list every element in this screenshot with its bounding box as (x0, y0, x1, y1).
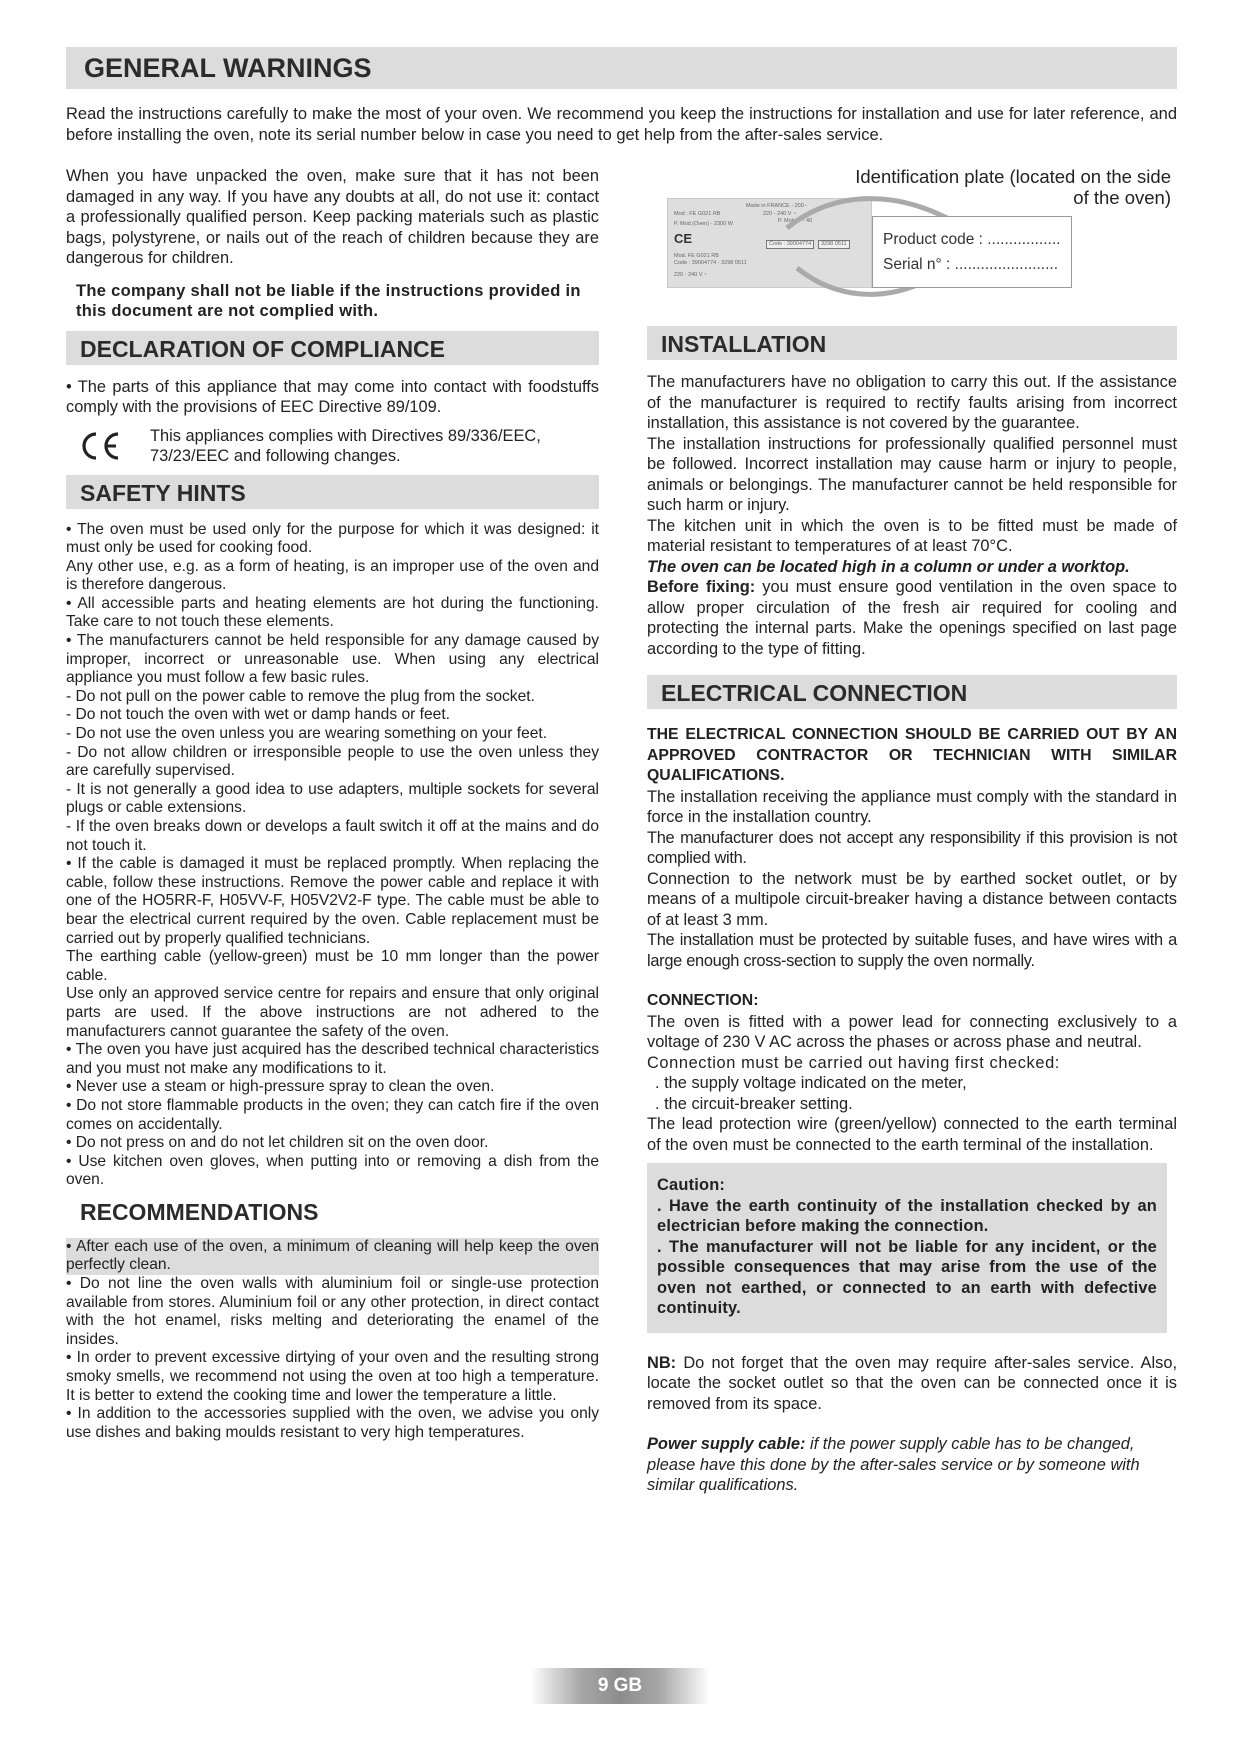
plate-text: 220 - 240 V ~ (674, 272, 708, 278)
plate-text: Mod. FE G021 RB (674, 253, 719, 259)
recommendation-item: • Do not line the oven walls with aluminium foil or single-use protection available from stores. Aluminium foil or any other protection, in direct contact with the hot enamel, risks melting and deteriorating the enamel of the insides. (66, 1275, 599, 1348)
recommendations-title: RECOMMENDATIONS (80, 1198, 319, 1225)
electrical-paragraph: The installation receiving the appliance must comply with the standard in force in the installation country. (647, 787, 1177, 826)
safety-item: • Never use a steam or high-pressure spray to clean the oven. (66, 1078, 495, 1096)
plate-ce-mark: CE (674, 231, 693, 246)
electrical-title: ELECTRICAL CONNECTION (661, 680, 968, 706)
power-cable-text: if the power supply cable has to be changed, please have this done by the after-sales service or by someone with similar qualifications. (647, 1435, 1140, 1494)
intro-paragraph: Read the instructions carefully to make the most of your oven. We recommend you keep the instructions for installation and use for later reference, and before installing the oven, note its serial number below in case you need to get help from the after-sales service. (66, 105, 1177, 144)
safety-item: - Do not use the oven unless you are wearing something on your feet. (66, 725, 548, 743)
installation-paragraph: The installation instructions for professionally qualified personnel must be followed. Incorrect installation may cause harm or injury to people, animals or belongings. The manufacturer cannot be held responsible for such harm or injury. (647, 434, 1177, 514)
safety-item: Use only an approved service centre for repairs and ensure that only original parts are used. If the above instructions are not adhered to the manufacturers cannot guarantee the safety of the oven. (66, 985, 599, 1040)
safety-item: - It is not generally a good idea to use adapters, multiple sockets for several plugs or cable extensions. (66, 780, 599, 817)
caution-box (647, 1163, 1167, 1333)
right-column (647, 166, 1177, 1496)
page-number-badge (530, 1668, 710, 1704)
safety-item: • The oven must be used only for the purpose for which it was designed: it must only be used for cooking food. (66, 520, 599, 557)
plate-text: P. Moteur - 40 (778, 218, 813, 224)
nb-paragraph (647, 1353, 1177, 1415)
safety-item: • The manufacturers cannot be held responsible for any damage caused by improper, incorrect or unreasonable use. When using any electrical appliance you must follow a few basic rules. (66, 632, 599, 687)
electrical-paragraph: The manufacturer does not accept any responsibility if this provision is not complied with. (647, 828, 1177, 867)
recommendations-header (66, 1194, 599, 1228)
connection-title: CONNECTION: (647, 992, 759, 1009)
connection-check-item: . the circuit-breaker setting. (655, 1094, 853, 1113)
connection-paragraph: Connection must be carried out having first checked: (647, 1053, 1060, 1072)
safety-header (66, 475, 599, 509)
recommendation-item: • After each use of the oven, a minimum of cleaning will help keep the oven perfectly clean. (66, 1237, 599, 1274)
connection-paragraph: The oven is fitted with a power lead for connecting exclusively to a voltage of 230 V AC across the phases or across phase and neutral. (647, 1012, 1177, 1051)
page-title-bar (66, 47, 1177, 89)
connection-check-item: . the supply voltage indicated on the meter, (655, 1074, 967, 1092)
installation-title: INSTALLATION (661, 331, 827, 357)
installation-location-note: The oven can be located high in a column or under a worktop. (647, 557, 1130, 576)
safety-list (66, 521, 599, 1190)
installation-header (647, 326, 1177, 360)
recommendations-list (66, 1238, 599, 1443)
plate-code: 3298 0511 (818, 240, 850, 249)
nb-label: NB: (647, 1353, 677, 1372)
plate-code: Code : 39004774 (766, 240, 814, 249)
unpack-paragraph: When you have unpacked the oven, make sure that it has not been damaged in any way. If you have any doubts at all, do not use it: contact a professionally qualified person. Keep packing materials such as plastic bags, polystyrene, or nails out of the reach of children because they are dangerous for children. (66, 167, 599, 267)
electrical-body (647, 725, 1177, 1496)
electrical-warning: THE ELECTRICAL CONNECTION SHOULD BE CARRIED OUT BY AN APPROVED CONTRACTOR OR TECHNICIAN WITH SIMILAR QUALIFICATIONS. (647, 726, 1177, 784)
plate-text: Mod : FE G021 RB (674, 211, 721, 217)
safety-item: • Use kitchen oven gloves, when putting into or removing a dish from the oven. (66, 1152, 599, 1189)
electrical-paragraph: The installation must be protected by suitable fuses, and have wires with a large enough cross-section to supply the oven normally. (647, 931, 1177, 970)
plate-text: Made in FRANCE - 200 - (746, 203, 808, 209)
ce-compliance-row (66, 426, 599, 467)
safety-item: - Do not pull on the power cable to remove the plug from the socket. (66, 687, 535, 705)
identification-plate-area (647, 166, 1177, 326)
declaration-paragraph: • The parts of this appliance that may come into contact with foodstuffs comply with the provisions of EEC Directive 89/109. (66, 377, 599, 416)
plate-text: 220 - 240 V ~ (763, 211, 797, 217)
installation-paragraph: The manufacturers have no obligation to carry this out. If the assistance of the manufacturer is required to rectify faults arising from incorrect installation, this assistance is not covered by the guarantee. (647, 373, 1177, 432)
caution-item: . The manufacturer will not be liable for any incident, or the possible consequences that may arise from the use of the oven not earthed, or connected to an earth with defective continuity. (657, 1237, 1157, 1317)
recommendation-item: • In order to prevent excessive dirtying of your oven and the resulting strong smoky smells, we recommend not using the oven at too high a temperature. It is better to extend the cooking time and lower the temperature a little. (66, 1349, 599, 1404)
plate-text: P. Mod.(Oven) - 2300 W (674, 221, 733, 227)
connection-paragraph: The lead protection wire (green/yellow) connected to the earth terminal of the oven must be connected to the earth terminal of the installation. (647, 1115, 1177, 1154)
safety-item: • The oven you have just acquired has the described technical characteristics and you must not make any modifications to it. (66, 1041, 599, 1077)
safety-item: - If the oven breaks down or develops a fault switch it off at the mains and do not touch it. (66, 818, 599, 854)
declaration-header (66, 331, 599, 365)
before-fixing-label: Before fixing: (647, 578, 756, 596)
power-cable-label: Power supply cable: (647, 1435, 806, 1453)
safety-item: - Do not touch the oven with wet or damp hands or feet. (66, 706, 450, 724)
installation-body (647, 372, 1177, 659)
before-fixing-text: you must ensure good ventilation in the oven space to allow proper circulation of the fresh air required for cooling and protecting the internal parts. Make the openings specified on last page according to the type of fitting. (647, 578, 1177, 658)
left-column (66, 166, 599, 1442)
installation-paragraph: The kitchen unit in which the oven is to be fitted must be made of material resistant to temperatures of at least 70°C. (647, 516, 1177, 555)
serial-number-field: Serial n° : ........................ (883, 256, 1059, 273)
identification-caption: Identification plate (located on the side of the oven) (855, 166, 1171, 208)
ce-mark-icon (66, 426, 136, 466)
safety-title: SAFETY HINTS (80, 479, 246, 506)
identification-fields-box (872, 216, 1072, 288)
installation-paragraph (647, 577, 1177, 659)
caution-item: . Have the earth continuity of the installation checked by an electrician before making the connection. (657, 1196, 1157, 1235)
power-cable-paragraph (647, 1434, 1177, 1496)
page-number: 9 GB (597, 1675, 643, 1696)
safety-item: • All accessible parts and heating elements are hot during the functioning. Take care to not touch these elements. (66, 594, 599, 631)
safety-item: • Do not press on and do not let children sit on the oven door. (66, 1134, 489, 1152)
safety-item: Any other use, e.g. as a form of heating, is an improper use of the oven and is therefore dangerous. (66, 557, 599, 594)
caution-title: Caution: (657, 1176, 726, 1194)
safety-item: The earthing cable (yellow-green) must be 10 mm longer than the power cable. (66, 948, 599, 984)
electrical-paragraph: Connection to the network must be by earthed socket outlet, or by means of a multipole circuit-breaker having a distance between contacts of at least 3 mm. (647, 869, 1177, 929)
declaration-title: DECLARATION OF COMPLIANCE (80, 335, 446, 362)
nb-text: Do not forget that the oven may require after-sales service. Also, locate the socket outlet so that the oven can be connected once it is removed from its space. (647, 1353, 1177, 1413)
safety-item: • If the cable is damaged it must be replaced promptly. When replacing the cable, follow these instructions. Remove the power cable and replace it with one of the HO5RR-F, H05VV-F, H05V2V2-F type. The cable must be able to bear the electrical current required by the oven. Cable replacement must be carried out by properly qualified technicians. (66, 855, 599, 947)
safety-item: • Do not store flammable products in the oven; they can catch fire if the oven comes on accidentally. (66, 1096, 599, 1133)
electrical-header (647, 675, 1177, 709)
product-code-field: Product code : ................. (883, 231, 1061, 248)
plate-text: Code : 39004774 - 3298 0511 (674, 260, 747, 266)
liability-notice: The company shall not be liable if the instructions provided in this document are not complied with. (76, 281, 581, 320)
recommendation-item: • In addition to the accessories supplied with the oven, we advise you only use dishes and baking moulds resistant to very high temperatures. (66, 1405, 599, 1441)
safety-item: - Do not allow children or irresponsible people to use the oven unless they are carefully supervised. (66, 743, 599, 780)
directive-paragraph: This appliances complies with Directives 89/336/EEC, 73/23/EEC and following changes. (150, 426, 541, 465)
page-title: GENERAL WARNINGS (84, 53, 372, 83)
